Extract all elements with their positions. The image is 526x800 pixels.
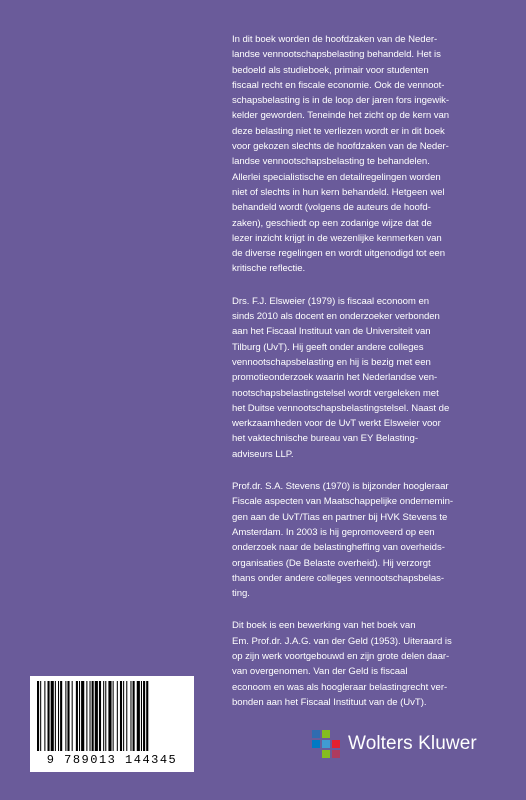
publisher-logo [312, 730, 477, 758]
author-bio-elsweier: Drs. F.J. Elsweier (1979) is fiscaal econoom en sinds 2010 als docent en onderzoeker verbonden aan het Fiscaal Instituut van de Universiteit van Tilburg (UvT). Hij geeft onder andere colleges vennootschapsbelasting en hij is bezig met een promotieonderzoek waarin het Nederlandse ven- nootschapsbelastingstelsel wordt vergeleken met het Duitse vennootschapsbelastingstelsel. Naast de werkzaamheden voor de UvT werkt Elsweier voor het vaktechnische bureau van EY Belasting- adviseurs LLP. [232, 295, 450, 460]
wolters-kluwer-logo-icon [312, 730, 340, 758]
publisher-name: Wolters Kluwer [348, 733, 477, 754]
isbn-barcode [30, 676, 194, 772]
author-bio-stevens: Prof.dr. S.A. Stevens (1970) is bijzonder hoogleraar Fiscale aspecten van Maatschappelijke ondernemin- gen aan de UvT/Tias en partner bij HVK Stevens te Amsterdam. In 2003 is hij gepromoveerd op een onderzoek naar de belastingheffing van overheids- organisaties (De Belaste overheid). Hij verzorgt thans onder andere colleges vennootschapsbelas- ting. [232, 481, 453, 600]
book-description: In dit boek worden de hoofdzaken van de Neder- landse vennootschapsbelasting behandeld. Het is bedoeld als studieboek, primair voor studenten fiscaal recht en fiscale economie. Ook de vennoot- schapsbelasting is in de loop der jaren fors ingewik- kelder geworden. Teneinde het zicht op de kern van deze belasting niet te verliezen wordt er in dit boek voor gekozen slechts de hoofdzaken van de Neder- landse vennootschapsbelasting te behandelen. Allerlei specialistische en detailregelingen worden niet of slechts in hun kern behandeld. Hetgeen wel behandeld wordt (volgens de auteurs de hoofd- zaken), geschiedt op een zodanige wijze dat de lezer inzicht krijgt in de wezenlijke kenmerken van de diverse regelingen en wordt uitgenodigd tot een kritische reflectie. [232, 34, 450, 275]
isbn-number: 9 789013 144345 [46, 753, 178, 767]
barcode-bars [35, 681, 189, 751]
edition-note: Dit boek is een bewerking van het boek van Em. Prof.dr. J.A.G. van der Geld (1953). Uiteraard is op zijn werk voortgebouwd en zijn grote delen daar- van overgenomen. Van der Geld is fiscaal econoom en was als hoogleraar belastingrecht ver- bonden aan het Fiscaal Instituut van de (UvT). [232, 620, 452, 708]
blurb-column [232, 32, 504, 727]
